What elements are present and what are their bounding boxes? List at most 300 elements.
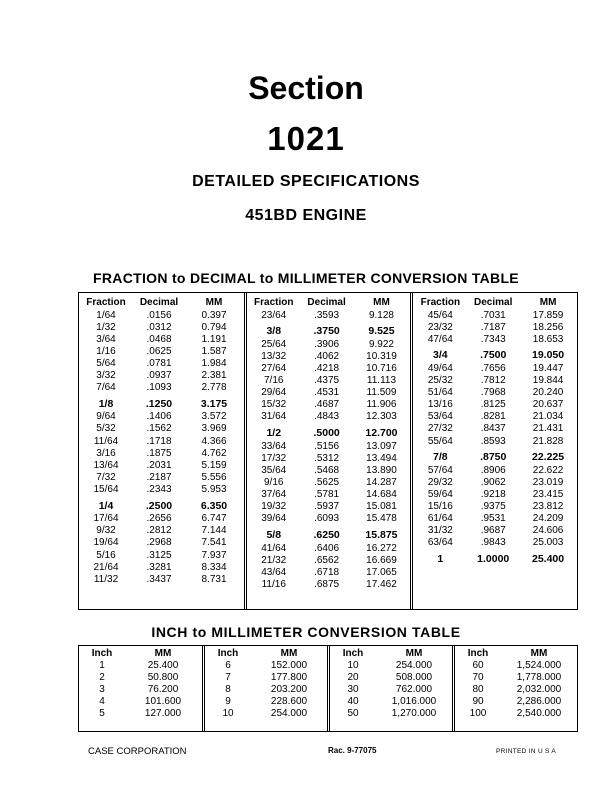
decimal-cell: .3281 — [146, 561, 172, 573]
fraction-cell: 7/8 — [433, 451, 448, 464]
decimal-cell: .9218 — [480, 489, 506, 501]
table-row — [247, 338, 411, 350]
table-row — [79, 537, 244, 549]
decimal-cell: .7812 — [480, 375, 506, 387]
table-body — [413, 309, 577, 566]
decimal-cell: .0156 — [146, 309, 172, 321]
table-header-row — [79, 647, 202, 659]
fraction-cell: 1/16 — [96, 345, 116, 357]
decimal-cell: .8437 — [480, 423, 506, 435]
mm-cell: 22.225 — [532, 451, 565, 464]
fraction-cell: 61/64 — [427, 513, 453, 525]
mm-cell: 14.684 — [366, 489, 397, 501]
fraction-cell: 5/64 — [96, 357, 116, 369]
decimal-cell: .5468 — [314, 464, 340, 476]
fraction-cell: 37/64 — [261, 489, 287, 501]
table-row — [205, 695, 327, 707]
table-row — [247, 489, 411, 501]
section-number: 1021 — [267, 120, 345, 157]
column-header: MM — [154, 647, 172, 659]
mm-cell: 9.922 — [368, 338, 394, 350]
footer-printed: PRINTED IN U S A — [496, 748, 557, 755]
mm-cell: 3.175 — [200, 397, 228, 410]
fraction-cell: 57/64 — [427, 464, 453, 476]
mm-cell: 21.034 — [532, 411, 564, 423]
decimal-cell: .1718 — [146, 435, 172, 447]
mm-cell: 10.319 — [366, 350, 397, 362]
table-row — [413, 447, 577, 464]
table-row — [247, 309, 411, 321]
mm-cell: 1,016.000 — [391, 695, 437, 707]
fraction-cell: 11/32 — [93, 573, 119, 585]
mm-cell: 1.984 — [201, 357, 227, 369]
table-row — [247, 350, 411, 362]
mm-cell: 152.000 — [270, 659, 308, 671]
table-row — [247, 464, 411, 476]
table-row — [455, 683, 577, 695]
column-header: MM — [530, 647, 548, 659]
table-row — [79, 447, 244, 459]
decimal-cell: .5312 — [314, 452, 340, 464]
mm-cell: 5.556 — [201, 471, 227, 483]
mm-cell: 23.812 — [532, 501, 564, 513]
table-row — [247, 476, 411, 488]
fraction-column-group — [244, 293, 411, 609]
fraction-cell: 9/64 — [96, 411, 116, 423]
fraction-cell: 1/2 — [266, 427, 282, 440]
column-header: MM — [373, 296, 390, 308]
table-row — [79, 345, 244, 357]
fraction-cell: 25/32 — [427, 375, 453, 387]
fraction-cell: 3/4 — [433, 349, 448, 362]
decimal-cell: .2187 — [146, 471, 172, 483]
inch-cell: 10 — [222, 707, 234, 719]
mm-cell: 3.969 — [201, 423, 227, 435]
decimal-cell: .6093 — [314, 513, 340, 525]
fraction-cell: 63/64 — [427, 537, 453, 549]
fraction-cell: 39/64 — [261, 513, 287, 525]
inch-cell: 70 — [472, 671, 484, 683]
decimal-cell: .0781 — [146, 357, 172, 369]
mm-cell: 15.081 — [366, 501, 397, 513]
table-row — [79, 483, 244, 495]
mm-cell: 25.400 — [532, 553, 565, 566]
column-header: MM — [539, 296, 557, 308]
table-row — [79, 707, 202, 719]
decimal-cell: .3750 — [313, 325, 340, 338]
fraction-cell: 3/8 — [266, 325, 282, 338]
mm-cell: 18.653 — [532, 333, 564, 345]
table-row — [247, 440, 411, 452]
decimal-cell: .6875 — [314, 578, 340, 590]
decimal-cell: .0937 — [146, 370, 172, 382]
mm-cell: 1,524.000 — [516, 659, 562, 671]
table-row — [330, 659, 452, 671]
table-row — [205, 707, 327, 719]
decimal-cell: .8593 — [480, 435, 506, 447]
fraction-cell: 11/64 — [93, 435, 119, 447]
inch-cell: 6 — [225, 659, 231, 671]
table-row — [413, 513, 577, 525]
decimal-cell: .8750 — [480, 451, 507, 464]
fraction-cell: 15/16 — [427, 501, 453, 513]
fraction-cell: 7/32 — [96, 471, 116, 483]
table-header-row — [413, 295, 577, 309]
decimal-cell: .9375 — [480, 501, 506, 513]
table-row — [247, 525, 411, 542]
inch-cell: 9 — [225, 695, 231, 707]
table-body — [79, 309, 244, 585]
decimal-cell: .1875 — [146, 447, 172, 459]
mm-cell: 10.716 — [366, 363, 397, 375]
table-row — [79, 411, 244, 423]
decimal-cell: .4687 — [314, 399, 340, 411]
column-header: Inch — [91, 647, 113, 659]
mm-cell: 254.000 — [270, 707, 308, 719]
footer-reference: Rac. 9-77075 — [328, 746, 377, 755]
table-row — [205, 659, 327, 671]
footer-company: CASE CORPORATION — [88, 746, 187, 757]
mm-cell: 11.113 — [366, 375, 397, 387]
decimal-cell: .0625 — [146, 345, 172, 357]
mm-cell: 1,778.000 — [516, 671, 562, 683]
inch-cell: 5 — [99, 707, 105, 719]
fraction-cell: 1 — [437, 553, 444, 566]
fraction-cell: 29/64 — [261, 387, 287, 399]
decimal-cell: .6562 — [314, 554, 340, 566]
table-row — [247, 362, 411, 374]
fraction-cell: 1/4 — [98, 499, 114, 512]
inch-column-group — [79, 646, 202, 731]
fraction-cell: 11/16 — [261, 578, 286, 590]
table-row — [455, 671, 577, 683]
decimal-cell: .6718 — [314, 566, 340, 578]
mm-cell: 101.600 — [144, 695, 182, 707]
table-row — [413, 464, 577, 476]
inch-conversion-table — [78, 645, 578, 732]
table-header-row — [205, 647, 327, 659]
mm-cell: 228.600 — [270, 695, 308, 707]
fraction-cell: 23/32 — [427, 321, 453, 333]
mm-cell: 6.350 — [200, 499, 228, 512]
table-row — [79, 496, 244, 513]
inch-cell: 1 — [99, 659, 105, 671]
column-header: Inch — [217, 647, 239, 659]
fraction-cell: 25/64 — [261, 338, 287, 350]
mm-cell: 12.700 — [365, 427, 398, 440]
mm-cell: 0.794 — [201, 321, 227, 333]
table-row — [413, 362, 577, 374]
decimal-cell: .3437 — [146, 573, 172, 585]
mm-cell: 19.844 — [532, 375, 564, 387]
fraction-cell: 13/64 — [93, 459, 119, 471]
mm-cell: 8.731 — [201, 573, 227, 585]
decimal-cell: .2500 — [145, 499, 173, 512]
mm-cell: 14.287 — [366, 476, 397, 488]
table-row — [413, 476, 577, 488]
engine-model: 451BD ENGINE — [245, 207, 367, 224]
mm-cell: 7.144 — [201, 525, 227, 537]
fraction-cell: 7/64 — [96, 382, 116, 394]
fraction-cell: 21/32 — [261, 554, 287, 566]
decimal-cell: .3125 — [146, 549, 172, 561]
mm-cell: 19.447 — [532, 363, 564, 375]
mm-cell: 15.478 — [366, 513, 397, 525]
fraction-cell: 31/64 — [261, 411, 287, 423]
mm-cell: 7.937 — [201, 549, 227, 561]
column-header: Decimal — [139, 296, 179, 308]
decimal-cell: .0312 — [146, 321, 172, 333]
mm-cell: 23.019 — [532, 476, 564, 488]
fraction-cell: 47/64 — [427, 333, 453, 345]
decimal-cell: .6406 — [314, 542, 340, 554]
fraction-cell: 43/64 — [261, 566, 287, 578]
table-row — [247, 387, 411, 399]
decimal-cell: .5937 — [314, 501, 340, 513]
fraction-cell: 13/32 — [261, 350, 287, 362]
mm-cell: 50.800 — [147, 671, 179, 683]
fraction-cell: 5/16 — [96, 549, 116, 561]
decimal-cell: .9687 — [480, 525, 506, 537]
table-row — [79, 471, 244, 483]
column-header: MM — [405, 647, 423, 659]
fraction-table-title: FRACTION to DECIMAL to MILLIMETER CONVERSION TABLE — [93, 270, 519, 286]
inch-cell: 3 — [99, 683, 105, 695]
fraction-cell: 23/64 — [261, 309, 287, 321]
inch-cell: 90 — [472, 695, 484, 707]
mm-cell: 21.431 — [532, 423, 564, 435]
mm-cell: 5.159 — [201, 459, 227, 471]
decimal-cell: .1093 — [146, 382, 172, 394]
table-row — [247, 399, 411, 411]
mm-cell: 508.000 — [395, 671, 433, 683]
table-row — [247, 452, 411, 464]
fraction-cell: 35/64 — [261, 464, 287, 476]
mm-cell: 18.256 — [532, 321, 564, 333]
decimal-cell: .1406 — [146, 411, 172, 423]
table-row — [205, 671, 327, 683]
column-header: MM — [280, 647, 298, 659]
mm-cell: 24.209 — [532, 513, 564, 525]
inch-column-group — [327, 646, 452, 731]
fraction-cell: 31/32 — [427, 525, 453, 537]
fraction-cell: 59/64 — [427, 489, 453, 501]
fraction-cell: 27/64 — [261, 363, 287, 375]
table-row — [247, 321, 411, 338]
decimal-cell: .4531 — [314, 387, 340, 399]
mm-cell: 0.397 — [201, 309, 227, 321]
fraction-cell: 5/32 — [96, 423, 116, 435]
table-row — [79, 459, 244, 471]
fraction-cell: 41/64 — [261, 542, 287, 554]
fraction-column-group — [410, 293, 577, 609]
table-row — [413, 549, 577, 566]
inch-cell: 4 — [99, 695, 105, 707]
mm-cell: 8.334 — [201, 561, 227, 573]
decimal-cell: .7500 — [480, 349, 507, 362]
inch-cell: 80 — [472, 683, 484, 695]
mm-cell: 15.875 — [365, 528, 398, 541]
fraction-cell: 49/64 — [427, 363, 453, 375]
mm-cell: 20.240 — [532, 387, 564, 399]
table-row — [413, 345, 577, 362]
table-row — [413, 375, 577, 387]
mm-cell: 1.587 — [201, 345, 227, 357]
fraction-cell: 15/32 — [261, 399, 287, 411]
table-row — [455, 695, 577, 707]
decimal-cell: .4062 — [314, 350, 340, 362]
table-row — [413, 423, 577, 435]
table-row — [413, 399, 577, 411]
decimal-cell: .4843 — [314, 411, 340, 423]
fraction-conversion-table — [78, 292, 578, 610]
table-row — [247, 513, 411, 525]
inch-cell: 2 — [99, 671, 105, 683]
fraction-cell: 51/64 — [427, 387, 453, 399]
decimal-cell: .1562 — [146, 423, 172, 435]
fraction-cell: 9/32 — [96, 525, 116, 537]
column-header: Fraction — [420, 296, 461, 308]
fraction-cell: 17/32 — [261, 452, 287, 464]
table-row — [413, 387, 577, 399]
mm-cell: 11.509 — [366, 387, 397, 399]
table-row — [247, 554, 411, 566]
table-row — [330, 707, 452, 719]
column-header: Fraction — [86, 296, 126, 308]
document-subtitle: DETAILED SPECIFICATIONS — [192, 173, 420, 190]
fraction-cell: 17/64 — [93, 513, 119, 525]
mm-cell: 1,270.000 — [391, 707, 437, 719]
decimal-cell: .4218 — [314, 363, 340, 375]
inch-cell: 50 — [347, 707, 359, 719]
table-row — [79, 423, 244, 435]
table-row — [413, 321, 577, 333]
table-row — [79, 309, 244, 321]
table-row — [79, 525, 244, 537]
table-row — [455, 707, 577, 719]
decimal-cell: .7968 — [480, 387, 506, 399]
table-row — [247, 578, 411, 590]
decimal-cell: .3593 — [314, 309, 340, 321]
fraction-cell: 53/64 — [427, 411, 453, 423]
fraction-cell: 1/64 — [96, 309, 116, 321]
decimal-cell: .5625 — [314, 476, 340, 488]
fraction-cell: 9/16 — [264, 476, 284, 488]
table-header-row — [455, 647, 577, 659]
mm-cell: 2,540.000 — [516, 707, 562, 719]
mm-cell: 177.800 — [270, 671, 308, 683]
table-row — [205, 683, 327, 695]
fraction-cell: 3/32 — [96, 370, 116, 382]
table-row — [79, 561, 244, 573]
mm-cell: 4.366 — [201, 435, 227, 447]
mm-cell: 16.272 — [366, 542, 397, 554]
table-row — [79, 695, 202, 707]
table-row — [413, 309, 577, 321]
table-row — [79, 394, 244, 411]
mm-cell: 2.778 — [201, 382, 227, 394]
decimal-cell: .4375 — [314, 375, 340, 387]
mm-cell: 2,032.000 — [516, 683, 562, 695]
inch-cell: 40 — [347, 695, 359, 707]
table-row — [79, 659, 202, 671]
mm-cell: 9.128 — [368, 309, 394, 321]
fraction-cell: 13/16 — [427, 399, 453, 411]
inch-cell: 10 — [347, 659, 359, 671]
table-row — [330, 695, 452, 707]
table-row — [413, 411, 577, 423]
table-row — [79, 513, 244, 525]
mm-cell: 17.462 — [366, 578, 397, 590]
table-row — [79, 683, 202, 695]
mm-cell: 2,286.000 — [516, 695, 562, 707]
mm-cell: 5.953 — [201, 483, 227, 495]
fraction-cell: 1/32 — [96, 321, 116, 333]
table-body — [247, 309, 411, 590]
fraction-cell: 55/64 — [427, 435, 453, 447]
table-header-row — [79, 295, 244, 309]
decimal-cell: .2968 — [146, 537, 172, 549]
mm-cell: 25.400 — [147, 659, 179, 671]
mm-cell: 11.906 — [366, 399, 397, 411]
table-header-row — [247, 295, 411, 309]
inch-table-title: INCH to MILLIMETER CONVERSION TABLE — [151, 624, 461, 640]
mm-cell: 203.200 — [270, 683, 308, 695]
column-header: Decimal — [307, 296, 346, 308]
fraction-cell: 19/32 — [261, 501, 287, 513]
table-row — [413, 501, 577, 513]
mm-cell: 6.747 — [201, 513, 227, 525]
table-row — [247, 566, 411, 578]
table-row — [247, 411, 411, 423]
mm-cell: 76.200 — [147, 683, 179, 695]
mm-cell: 127.000 — [144, 707, 182, 719]
inch-cell: 20 — [347, 671, 359, 683]
table-row — [413, 435, 577, 447]
decimal-cell: .0468 — [146, 333, 172, 345]
decimal-cell: .9531 — [480, 513, 506, 525]
mm-cell: 16.669 — [366, 554, 397, 566]
mm-cell: 24.606 — [532, 525, 564, 537]
table-row — [79, 382, 244, 394]
mm-cell: 17.859 — [532, 309, 564, 321]
mm-cell: 762.000 — [395, 683, 433, 695]
decimal-cell: .7187 — [480, 321, 506, 333]
inch-cell: 60 — [472, 659, 484, 671]
mm-cell: 21.828 — [532, 435, 564, 447]
inch-cell: 8 — [225, 683, 231, 695]
decimal-cell: .9062 — [480, 476, 506, 488]
mm-cell: 2.381 — [201, 370, 227, 382]
fraction-cell: 29/32 — [427, 476, 453, 488]
table-row — [79, 333, 244, 345]
table-row — [79, 357, 244, 369]
table-row — [247, 375, 411, 387]
mm-cell: 254.000 — [395, 659, 433, 671]
decimal-cell: .2812 — [146, 525, 172, 537]
column-header: MM — [205, 296, 223, 308]
inch-column-group — [452, 646, 577, 731]
mm-cell: 22.622 — [532, 464, 564, 476]
mm-cell: 13.890 — [366, 464, 397, 476]
table-row — [330, 671, 452, 683]
mm-cell: 23.415 — [532, 489, 564, 501]
table-header-row — [330, 647, 452, 659]
fraction-cell: 45/64 — [427, 309, 453, 321]
mm-cell: 12.303 — [366, 411, 397, 423]
column-header: Inch — [467, 647, 489, 659]
mm-cell: 4.762 — [201, 447, 227, 459]
